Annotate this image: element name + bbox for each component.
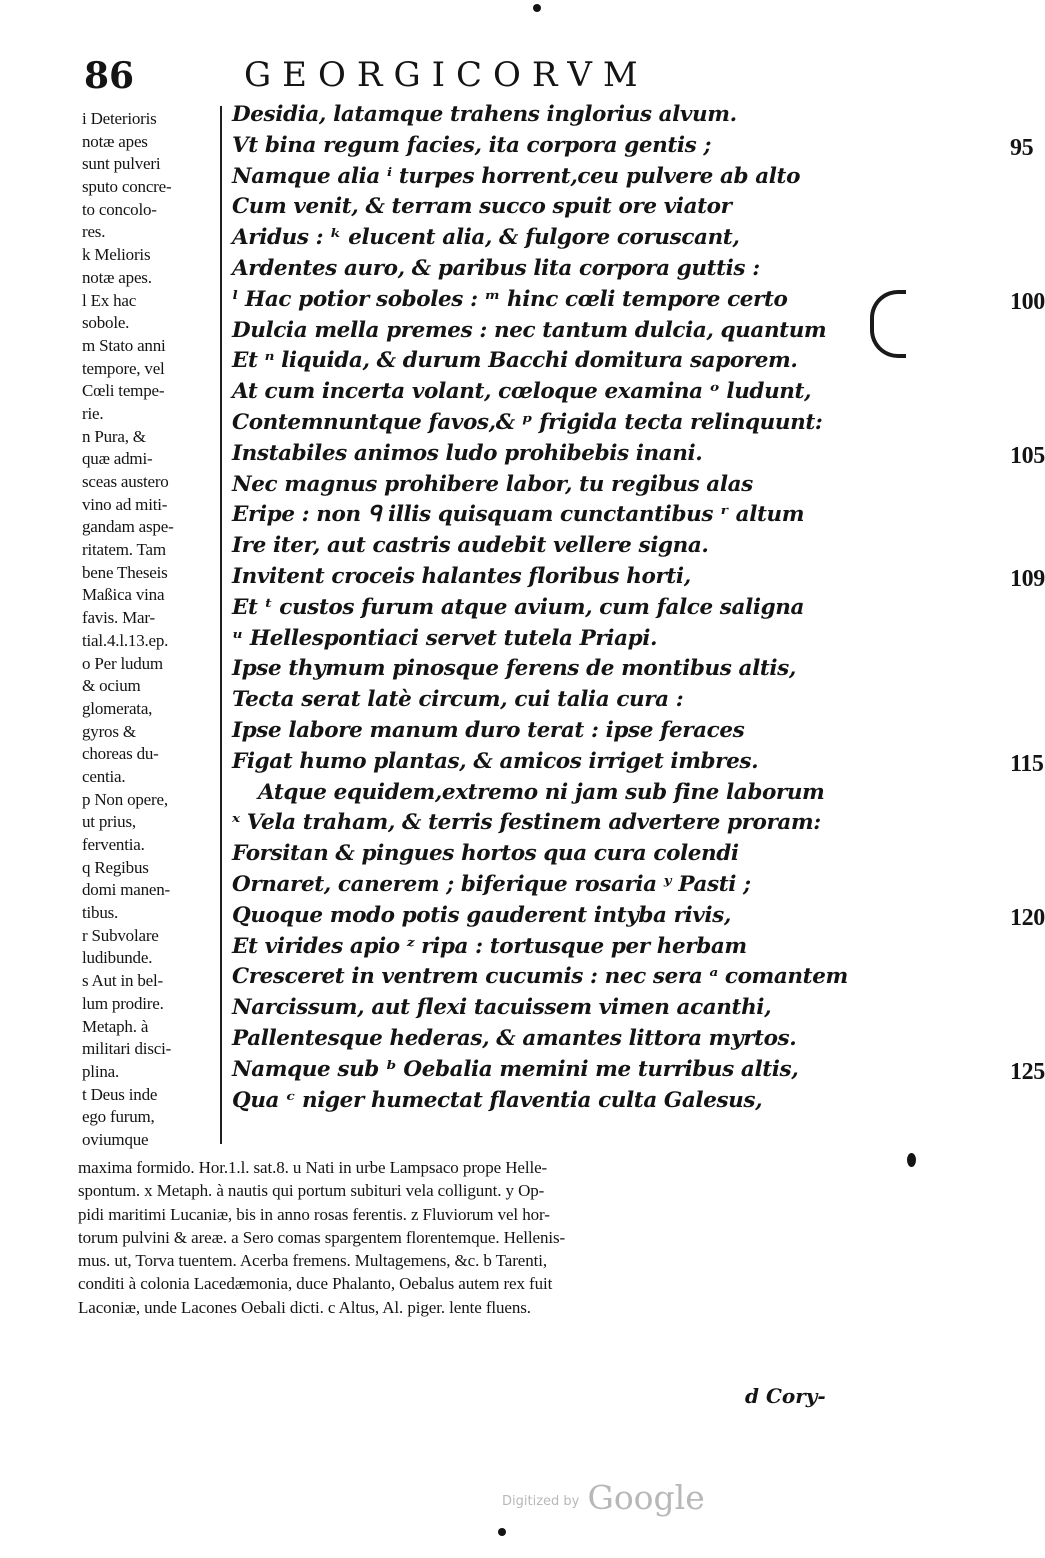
- verse-text: Vt bina regum facies, ita corpora gentis ;: [232, 132, 712, 158]
- margin-note-line: glomerata,: [82, 698, 153, 718]
- margin-note-line: vino ad miti-: [82, 494, 168, 514]
- line-number: 100: [1010, 288, 1045, 315]
- page-edge-ornament: [870, 290, 906, 358]
- verse-line: [232, 716, 842, 747]
- margin-note-line: ego furum,: [82, 1107, 155, 1127]
- footnote-line: spontum. x Metaph. à nautis qui portum subituri vela colligunt. y Op-: [78, 1181, 545, 1201]
- verse-line: [232, 500, 842, 531]
- verse-text: Pallentesque hederas, & amantes littora myrtos.: [232, 1025, 797, 1051]
- verse-text: Forsitan & pingues hortos qua cura colendi: [232, 841, 739, 867]
- margin-note-line: Maßica vina: [82, 585, 165, 605]
- verse-line: [232, 747, 1044, 778]
- verse-text: Cum venit, & terram succo spuit ore viator: [232, 194, 732, 220]
- verse-text: Contemnuntque favos,& ᵖ frigida tecta relinquunt:: [232, 409, 823, 435]
- margin-note-line: k Melioris: [82, 245, 151, 265]
- margin-note-line: p Non opere,: [82, 789, 168, 809]
- margin-note-line: l Ex hac: [82, 290, 137, 310]
- footnote-line: conditi à colonia Lacedæmonia, duce Phalanto, Oebalus autem rex fuit: [78, 1274, 553, 1294]
- margin-note-line: gyros &: [82, 721, 136, 741]
- margin-note-line: choreas du-: [82, 744, 159, 764]
- margin-note-line: q Regibus: [82, 857, 149, 877]
- verse-line: [232, 1055, 1045, 1086]
- margin-note-line: n Pura, &: [82, 426, 146, 446]
- margin-note-line: res.: [82, 222, 106, 242]
- verse-line: [232, 192, 842, 223]
- margin-note-line: o Per ludum: [82, 653, 163, 673]
- margin-note-line: sputo concre-: [82, 177, 172, 197]
- margin-note-line: ludibunde.: [82, 948, 153, 968]
- verse-line: [232, 624, 842, 655]
- ink-mark-right: [907, 1153, 916, 1167]
- verse-line: [232, 685, 842, 716]
- verse-text: Ornaret, canerem ; biferique rosaria ʸ Pasti ;: [232, 871, 751, 897]
- digitization-watermark: [502, 1478, 705, 1517]
- margin-note-line: i Deterioris: [82, 109, 157, 128]
- footnotes: [78, 1156, 838, 1319]
- verse-text: Desidia, latamque trahens inglorius alvum.: [232, 102, 737, 127]
- verse-text: Et ⁿ liquida, & durum Bacchi domitura saporem.: [232, 348, 798, 374]
- verse-text: Qua ᶜ niger humectat flaventia culta Galesus,: [232, 1087, 763, 1113]
- margin-note-line: ut prius,: [82, 812, 136, 832]
- margin-note-line: sceas austero: [82, 472, 169, 491]
- margin-note-line: r Subvolare: [82, 925, 159, 945]
- verse-text: Atque equidem,extremo ni jam sub fine laborum: [258, 779, 825, 805]
- watermark-brand: Google: [587, 1478, 705, 1517]
- margin-note-line: oviumque: [82, 1129, 149, 1149]
- margin-note-line: gandam aspe-: [82, 517, 174, 537]
- verse-line: [232, 1086, 842, 1117]
- verse-column: [232, 100, 1045, 1116]
- verse-line: [232, 993, 842, 1024]
- margin-note-line: tial.4.l.13.ep.: [82, 630, 169, 650]
- watermark-prefix: Digitized by: [502, 1494, 580, 1509]
- verse-text: Namque alia ⁱ turpes horrent,ceu pulvere ab alto: [232, 163, 801, 189]
- margin-note-line: ferventia.: [82, 835, 145, 854]
- margin-note-line: notæ apes: [82, 131, 148, 151]
- verse-line: [232, 932, 842, 963]
- verse-text: Ire iter, aut castris audebit vellere signa.: [232, 533, 709, 559]
- running-head: GEORGICORVM: [244, 55, 649, 95]
- margin-note-line: s Aut in bel-: [82, 971, 163, 991]
- verse-text: Et ᵗ custos furum atque avium, cum falce saligna: [232, 594, 804, 620]
- verse-text: Figat humo plantas, & amicos irriget imbres.: [232, 748, 759, 774]
- margin-note-line: tempore, vel: [82, 358, 165, 378]
- verse-line: [232, 470, 842, 501]
- margin-note-line: rie.: [82, 403, 104, 423]
- verse-text: Eripe : non ᑫ illis quisquam cunctantibus ʳ altum: [232, 502, 805, 528]
- verse-text: ˣ Vela traham, & terris festinem advertere proram:: [232, 810, 821, 836]
- margin-note-line: m Stato anni: [82, 335, 166, 355]
- verse-line: [232, 162, 842, 193]
- verse-line: [232, 439, 1045, 470]
- verse-text: Tecta serat latè circum, cui talia cura :: [232, 687, 684, 713]
- margin-note-line: militari disci-: [82, 1039, 172, 1059]
- verse-line: [232, 346, 842, 377]
- verse-line: [232, 839, 842, 870]
- verse-text: At cum incerta volant, cœloque examina ᵒ ludunt,: [232, 379, 812, 405]
- verse-text: Narcissum, aut flexi tacuissem vimen acanthi,: [232, 995, 772, 1021]
- margin-note-line: t Deus inde: [82, 1084, 158, 1104]
- margin-note-line: notæ apes.: [82, 267, 152, 287]
- column-divider: [220, 106, 222, 1144]
- verse-text: Quoque modo potis gauderent intyba rivis,: [232, 902, 731, 928]
- footnote-line: torum pulvini & areæ. a Sero comas spargentem florentemque. Hellenis-: [78, 1227, 566, 1247]
- verse-line: [232, 254, 842, 285]
- verse-text: Ipse labore manum duro terat : ipse feraces: [232, 717, 745, 743]
- ink-dot-top: [533, 4, 541, 12]
- verse-line: [232, 531, 842, 562]
- line-number: 109: [1010, 565, 1045, 592]
- margin-note-line: ritatem. Tam: [82, 540, 166, 560]
- verse-line: [232, 778, 842, 809]
- verse-text: ᵘ Hellespontiaci servet tutela Priapi.: [232, 625, 658, 651]
- verse-line: [232, 593, 842, 624]
- verse-line: [232, 131, 1034, 162]
- verse-text: Invitent croceis halantes floribus horti,: [232, 563, 691, 589]
- verse-text: Ipse thymum pinosque ferens de montibus altis,: [232, 656, 796, 682]
- verse-line: [232, 408, 842, 439]
- verse-text: Ardentes auro, & paribus lita corpora guttis :: [232, 255, 760, 281]
- line-number: 95: [1010, 134, 1034, 161]
- margin-note-line: plina.: [82, 1061, 120, 1081]
- verse-line: [232, 870, 842, 901]
- page-number: 86: [84, 55, 135, 97]
- footnote-line: mus. ut, Torva tuentem. Acerba fremens. Multagemens, &c. b Tarenti,: [78, 1251, 548, 1271]
- margin-notes: [82, 108, 222, 1152]
- verse-line: [232, 377, 842, 408]
- margin-note-line: lum prodire.: [82, 993, 164, 1013]
- line-number: 125: [1010, 1058, 1045, 1085]
- verse-line: [232, 962, 848, 993]
- verse-text: Aridus : ᵏ elucent alia, & fulgore coruscant,: [232, 225, 740, 251]
- ink-dot-bottom: [498, 1528, 506, 1536]
- verse-line: [232, 808, 842, 839]
- catchword: d Cory-: [745, 1384, 826, 1408]
- margin-note-line: domi manen-: [82, 880, 170, 900]
- verse-line: [232, 1024, 842, 1055]
- verse-text: Dulcia mella premes : nec tantum dulcia, quantum: [232, 317, 827, 343]
- margin-note-line: centia.: [82, 766, 126, 786]
- verse-text: Namque sub ᵇ Oebalia memini me turribus altis,: [232, 1056, 799, 1082]
- verse-text: Instabiles animos ludo prohibebis inani.: [232, 440, 703, 466]
- verse-line: [232, 654, 842, 685]
- margin-note-line: to concolo-: [82, 199, 157, 219]
- margin-note-line: & ocium: [82, 676, 141, 696]
- margin-note-line: sobole.: [82, 313, 130, 333]
- footnote-line: maxima formido. Hor.1.l. sat.8. u Nati in urbe Lampsaco prope Helle-: [78, 1158, 548, 1177]
- verse-text: Nec magnus prohibere labor, tu regibus alas: [232, 471, 753, 497]
- footnote-line: pidi maritimi Lucaniæ, bis in anno rosas ferentis. z Fluviorum vel hor-: [78, 1204, 550, 1224]
- margin-note-line: Metaph. à: [82, 1016, 149, 1036]
- verse-line: [232, 223, 842, 254]
- footnote-line: Laconiæ, unde Lacones Oebali dicti. c Altus, Al. piger. lente fluens.: [78, 1297, 531, 1317]
- margin-note-line: tibus.: [82, 903, 119, 923]
- verse-line: [232, 316, 842, 347]
- verse-text: Cresceret in ventrem cucumis : nec sera ᵃ comantem: [232, 964, 848, 990]
- verse-line: [232, 100, 842, 131]
- verse-line: [232, 285, 1045, 316]
- margin-note-line: bene Theseis: [82, 562, 168, 582]
- line-number: 115: [1010, 750, 1044, 777]
- verse-text: ˡ Hac potior soboles : ᵐ hinc cœli tempore certo: [232, 286, 788, 312]
- line-number: 120: [1010, 904, 1045, 931]
- verse-line: [232, 901, 1045, 932]
- margin-note-line: sunt pulveri: [82, 154, 161, 174]
- margin-note-line: Cœli tempe-: [82, 381, 165, 401]
- margin-note-line: favis. Mar-: [82, 608, 155, 628]
- margin-note-line: quæ admi-: [82, 449, 153, 469]
- verse-line: [232, 562, 1045, 593]
- verse-text: Et virides apio ᶻ ripa : tortusque per herbam: [232, 933, 747, 959]
- line-number: 105: [1010, 442, 1045, 469]
